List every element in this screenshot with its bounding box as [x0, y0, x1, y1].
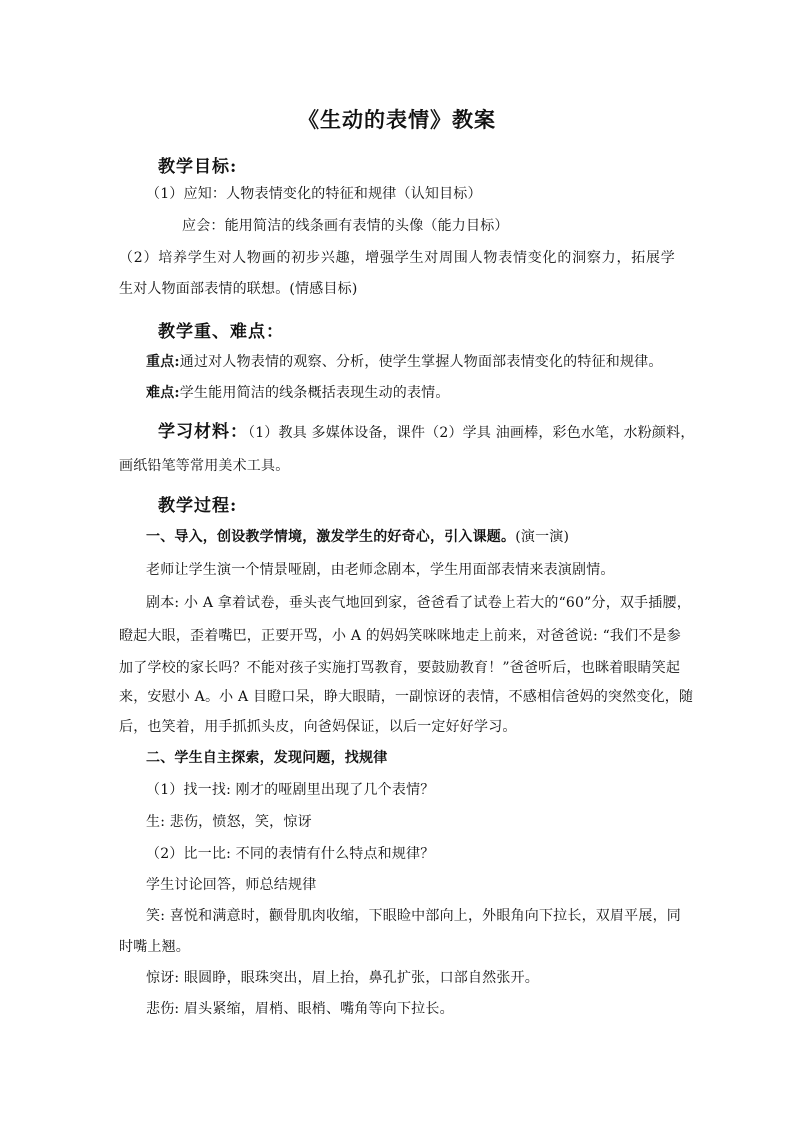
smile-line-1: 笑: 喜悦和满意时，颧骨肌肉收缩，下眼睑中部向上，外眼角向下拉长，双眉平展，同	[146, 908, 681, 924]
surprise-line: 惊讶: 眼圆睁，眼珠突出，眉上抬，鼻孔扩张，口部自然张开。	[146, 970, 539, 986]
script-line-1: 剧本: 小 A 拿着试卷，垂头丧气地回到家，爸爸看了试卷上若大的“60”分，双手插腰，	[146, 595, 691, 611]
objective-line-4: 生对人物面部表情的联想。(情感目标)	[119, 281, 358, 297]
smile-line-2: 时嘴上翘。	[119, 939, 190, 955]
script-line-5: 后，也笑着，用手抓抓头皮，向爸妈保证，以后一定好好学习。	[119, 719, 517, 735]
compare-line: （2）比一比: 不同的表情有什么特点和规律？	[146, 846, 435, 862]
script-line-2: 瞪起大眼，歪着嘴巴，正要开骂，小 A 的妈妈笑咪咪地走上前来，对爸爸说: “我们不是参	[119, 628, 681, 644]
difficulty-line	[146, 384, 450, 402]
section-1-title: 一、导入，创设教学情境，激发学生的好奇心，引入课题。	[146, 529, 516, 545]
objective-line-3: （2）培养学生对人物画的初步兴趣，增强学生对周围人物表情变化的洞察力，拓展学	[119, 250, 675, 266]
find-line: （1）找一找: 刚才的哑剧里出现了几个表情？	[146, 782, 435, 798]
script-line-3: 加了学校的家长吗？不能对孩子实施打骂教育，要鼓励教育！”爸爸听后，也眯着眼睛笑起	[119, 660, 681, 676]
section-1-note: (演一演)	[515, 529, 570, 545]
materials-text-1: （1）教具 多媒体设备，课件（2）学具 油画棒，彩色水笔，水粉颜料，	[248, 425, 695, 441]
objective-line-2: 应会：能用简洁的线条画有表情的头像（能力目标）	[182, 218, 509, 234]
sad-line: 悲伤: 眉头紧缩，眉梢、眼梢、嘴角等向下拉长。	[146, 1001, 454, 1017]
key-point-label: 重点:	[146, 354, 180, 370]
key-point-text: 通过对人物表情的观察、分析，使学生掌握人物面部表情变化的特征和规律。	[179, 354, 663, 370]
section-2-title: 二、学生自主探索，发现问题，找规律	[146, 750, 388, 766]
objectives-heading: 教学目标:	[158, 157, 238, 177]
objective-line-1: （1）应知：人物表情变化的特征和规律（认知目标）	[146, 186, 482, 202]
difficulty-text: 学生能用简洁的线条概括表现生动的表情。	[179, 385, 450, 401]
materials-line-2: 画纸铅笔等常用美术工具。	[119, 458, 290, 474]
materials-heading: 学习材料：	[158, 422, 248, 442]
process-heading: 教学过程:	[158, 496, 238, 516]
document-title: 《生动的表情》教案	[298, 107, 496, 132]
script-line-4: 来，安慰小 A。小 A 目瞪口呆，睁大眼睛，一副惊讶的表情，不感相信爸妈的突然变化，随	[119, 689, 694, 705]
student-answer-line: 生: 悲伤，愤怒，笑，惊讶	[146, 814, 312, 830]
materials-line-1	[158, 423, 695, 442]
key-point-line	[146, 353, 663, 371]
difficulty-label: 难点:	[146, 385, 180, 401]
section-1-line-1: 老师让学生演一个情景哑剧，由老师念剧本，学生用面部表情来表演剧情。	[146, 562, 615, 578]
discussion-line: 学生讨论回答，师总结规律	[146, 877, 317, 893]
section-1-heading	[146, 528, 569, 546]
keypoints-heading: 教学重、难点：	[158, 322, 284, 342]
